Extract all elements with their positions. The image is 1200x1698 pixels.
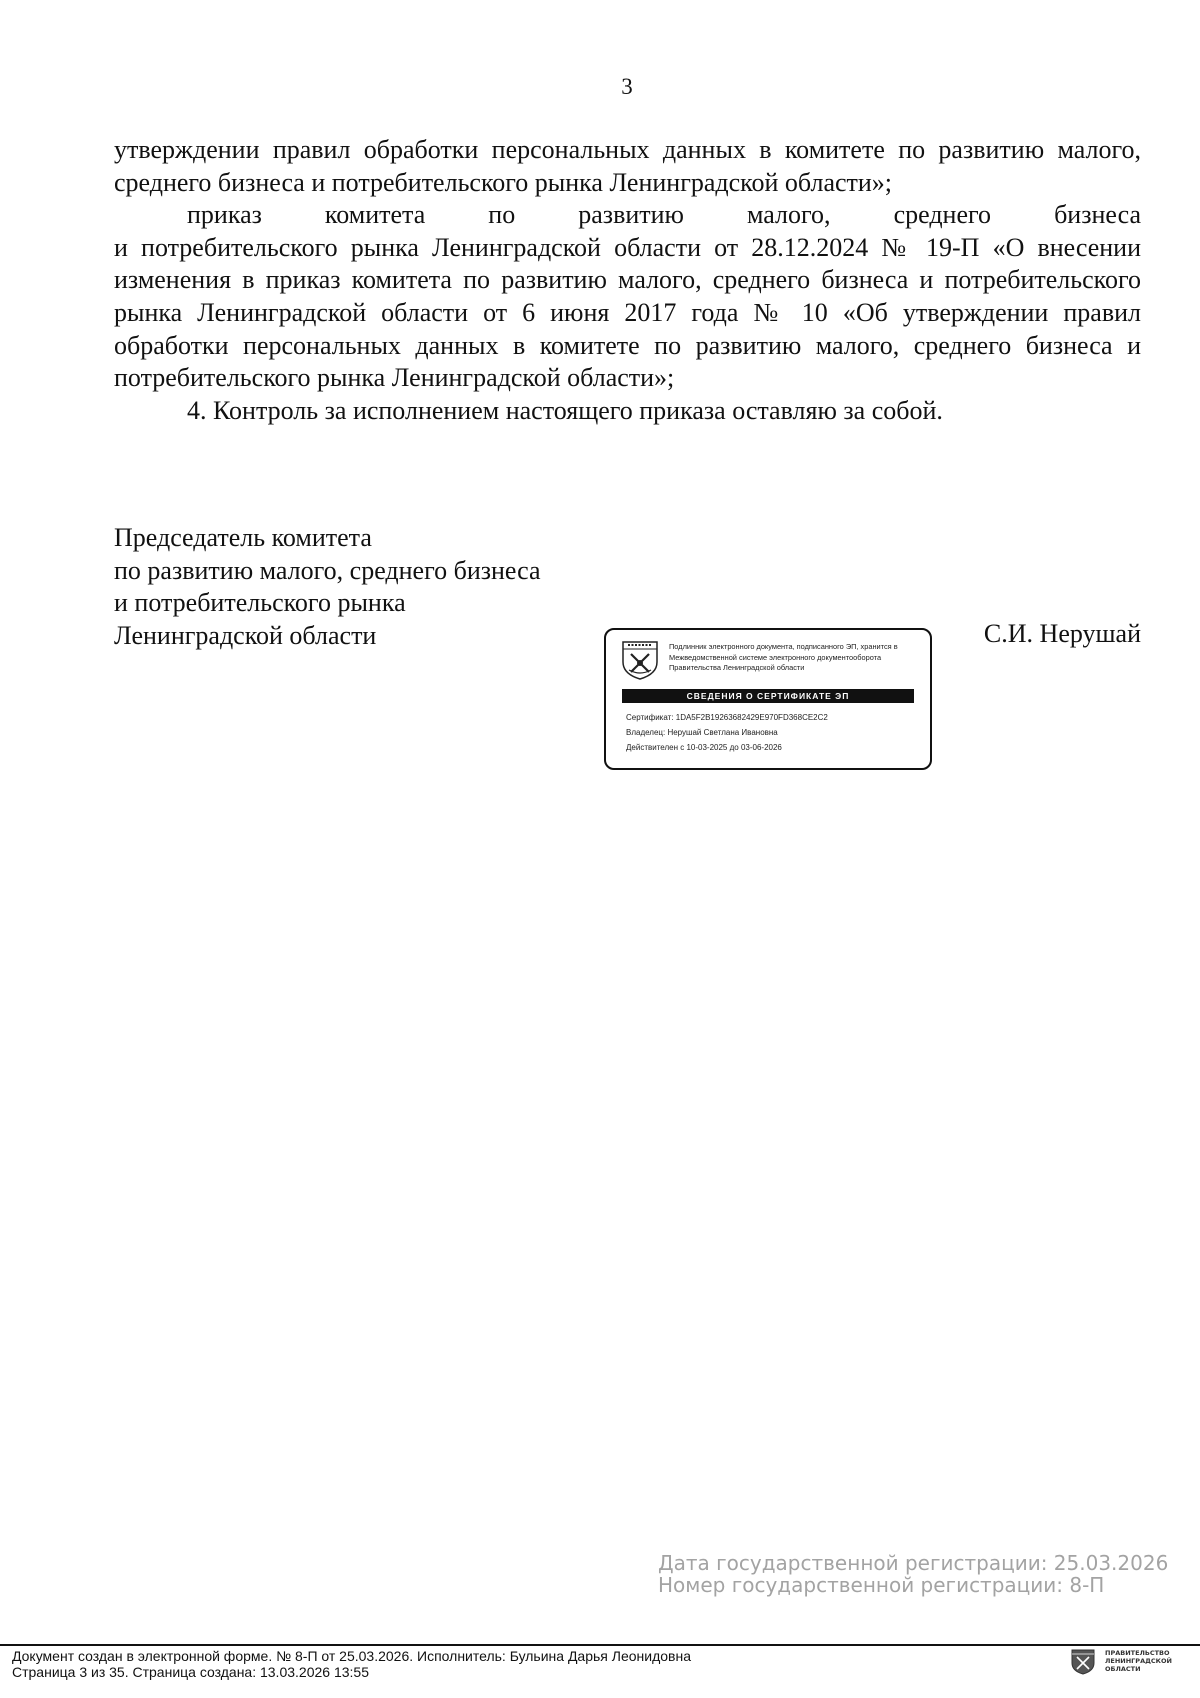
position-line: по развитию малого, среднего бизнеса bbox=[114, 555, 541, 585]
signer-name: С.И. Нерушай bbox=[983, 619, 1141, 648]
position-line: и потребительского рынка bbox=[114, 588, 406, 618]
electronic-signature-stamp bbox=[604, 628, 932, 770]
paragraph-2-first-line: приказ комитета по развитию малого, среднего бизнеса bbox=[187, 200, 1141, 230]
certificate-number: Сертификат: 1DA5F2B19263682429E970FD368CE2C2 bbox=[626, 713, 828, 722]
org-line: ЛЕНИНГРАДСКОЙ bbox=[1105, 1657, 1172, 1665]
stamp-header: СВЕДЕНИЯ О СЕРТИФИКАТЕ ЭП bbox=[622, 689, 914, 703]
footer-info bbox=[12, 1649, 691, 1680]
paragraph-1: утверждении правил обработки персональных данных в комитете по развитию малого, среднего бизнеса и потребительского рынка Ленинградской области»; bbox=[114, 135, 1141, 197]
footer-divider bbox=[0, 1644, 1200, 1646]
stamp-intro: Подлинник электронного документа, подписанного ЭП, хранится в Межведомственной системе электронного документооборота Правительства Ленинградской области bbox=[669, 642, 898, 672]
government-logo bbox=[1069, 1647, 1191, 1683]
registration-number: Номер государственной регистрации: 8-П bbox=[658, 1573, 1105, 1597]
position-line: Ленинградской области bbox=[114, 620, 377, 650]
coat-of-arms-icon bbox=[621, 640, 659, 680]
registration-date: Дата государственной регистрации: 25.03.2026 bbox=[658, 1551, 1169, 1575]
coat-of-arms-icon bbox=[1071, 1649, 1095, 1675]
document-body bbox=[114, 134, 1141, 427]
certificate-validity: Действителен с 10-03-2025 до 03-06-2026 bbox=[626, 743, 782, 752]
paragraph-2-continuation: и потребительского рынка Ленинградской области от 28.12.2024 № 19-П «О внесении изменения в приказ комитета по развитию малого, среднего бизнеса и потребительского рынка Ленинградской области от 6 июня 2017 года № 10 «Об утверждении правил обработки персональных данных в комитете по развитию малого, среднего бизнеса и потребительского рынка Ленинградской области»; bbox=[114, 232, 1141, 393]
footer-line-1: Документ создан в электронной форме. № 8-П от 25.03.2026. Исполнитель: Бульина Дарья Леонидовна bbox=[12, 1648, 691, 1664]
paragraph-3: 4. Контроль за исполнением настоящего приказа оставляю за собой. bbox=[187, 395, 943, 425]
signatory-position bbox=[114, 522, 614, 652]
government-name bbox=[1105, 1649, 1172, 1673]
footer-line-2: Страница 3 из 35. Страница создана: 13.03.2026 13:55 bbox=[12, 1663, 369, 1680]
org-line: ПРАВИТЕЛЬСТВО bbox=[1105, 1649, 1170, 1657]
registration-info bbox=[658, 1552, 1168, 1596]
page-number: 3 bbox=[621, 74, 633, 99]
certificate-owner: Владелец: Нерушай Светлана Ивановна bbox=[626, 728, 778, 737]
position-line: Председатель комитета bbox=[114, 523, 372, 552]
org-line: ОБЛАСТИ bbox=[1105, 1665, 1141, 1673]
